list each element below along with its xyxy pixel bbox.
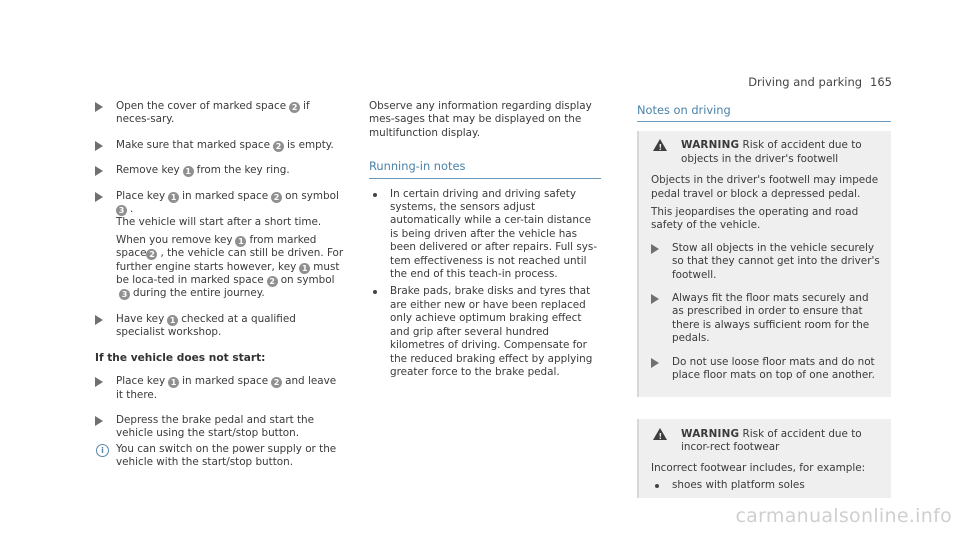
callout-1-icon: 1: [167, 315, 178, 326]
arrow-icon: [651, 358, 659, 368]
step-remove-key: Remove key 1 from the key ring.: [95, 164, 345, 177]
page-number: 165: [870, 75, 892, 89]
column-middle: [369, 100, 601, 383]
step-depress-brake: Depress the brake pedal and start the vehicle using the start/stop button.: [95, 414, 345, 441]
callout-1-icon: 1: [183, 166, 194, 177]
arrow-icon: [651, 244, 659, 254]
callout-3-icon: 3: [116, 205, 127, 216]
step-place-key: Place key 1 in marked space 2 on symbol 3 . The vehicle will start after a short time. When you remove key 1 from marked space 2 , the vehicle can still be driven. For further engine starts however, key 1 must be loca-ted in marked space 2 on symbol3 during the entire journey.: [95, 190, 345, 301]
warning-label: WARNING: [681, 427, 740, 440]
subheading: If the vehicle does not start:: [95, 351, 266, 364]
step-have-key-checked: Have key 1 checked at a qualified specialist workshop.: [95, 313, 345, 340]
callout-2-icon: 2: [146, 249, 157, 260]
callout-1-icon: 1: [299, 263, 310, 274]
watermark-text: carmanualsonline.info: [735, 505, 952, 527]
list-item: Brake pads, brake disks and tyres that are either new or have been replaced only achieve optimum braking effect and grip after several hundred kilometres of driving. Compensate for the reduced braking effect by applying greater force to the brake pedal.: [369, 285, 601, 379]
list-item: In certain driving and driving safety systems, the sensors adjust automatically while a cer-tain distance is being driven after the vehicle has been delivered or after repairs. Full sys-tem effectiveness is not reached until the end of this teach-in process.: [369, 188, 601, 282]
section-title-running-in: Running-in notes: [369, 160, 601, 178]
warning-triangle-icon: [653, 428, 667, 440]
warning-step: Always fit the floor mats securely and as prescribed in order to ensure that there is always sufficient room for the pedals.: [651, 292, 881, 346]
callout-1-icon: 1: [168, 192, 179, 203]
step-check-empty: Make sure that marked space 2 is empty.: [95, 139, 345, 152]
list-item: shoes with platform soles: [651, 479, 881, 492]
intro-paragraph: Observe any information regarding display mes-sages that may be displayed on the multifunction display.: [369, 100, 592, 139]
warning-step: Do not use loose floor mats and do not place floor mats on top of one another.: [651, 356, 881, 383]
warning-label: WARNING: [681, 139, 740, 152]
callout-3-icon: 3: [119, 289, 130, 300]
column-left: [95, 100, 345, 470]
arrow-icon: [95, 192, 103, 202]
section-name: Driving and parking: [748, 75, 863, 89]
arrow-icon: [95, 141, 103, 151]
warning-headline: Risk of accident due to objects in the driver's footwell: [681, 139, 862, 165]
callout-2-icon: 2: [273, 141, 284, 152]
section-title-notes-on-driving: Notes on driving: [637, 104, 891, 122]
info-note: i You can switch on the power supply or the vehicle with the start/stop button.: [95, 443, 345, 470]
arrow-icon: [95, 416, 103, 426]
warning-text: This jeopardises the operating and road safety of the vehicle.: [651, 206, 859, 232]
column-right: [637, 100, 891, 498]
arrow-icon: [95, 166, 103, 176]
callout-2-icon: 2: [271, 192, 282, 203]
warning-text: Objects in the driver's footwell may impede pedal travel or block a depressed pedal.: [651, 174, 879, 200]
arrow-icon: [95, 315, 103, 325]
running-in-list: [369, 188, 601, 380]
warning-triangle-icon: [653, 139, 667, 151]
warning-box-footwear: [637, 419, 891, 498]
callout-2-icon: 2: [267, 276, 278, 287]
arrow-icon: [95, 102, 103, 112]
arrow-icon: [651, 294, 659, 304]
warning-headline: Risk of accident due to incor-rect footwear: [681, 427, 862, 453]
callout-2-icon: 2: [289, 102, 300, 113]
warning-box-footwell: [637, 131, 891, 396]
arrow-icon: [95, 377, 103, 387]
callout-2-icon: 2: [271, 377, 282, 388]
step-open-cover: Open the cover of marked space 2 if neces-sary.: [95, 100, 345, 127]
page-header: [748, 75, 892, 89]
step-place-key-leave: Place key 1 in marked space 2 and leave it there.: [95, 375, 345, 402]
warning-step: Stow all objects in the vehicle securely so that they cannot get into the driver's footwell.: [651, 242, 881, 282]
warning-text: Incorrect footwear includes, for example:: [651, 462, 866, 475]
callout-1-icon: 1: [235, 236, 246, 247]
callout-1-icon: 1: [168, 377, 179, 388]
info-icon: i: [96, 444, 109, 457]
